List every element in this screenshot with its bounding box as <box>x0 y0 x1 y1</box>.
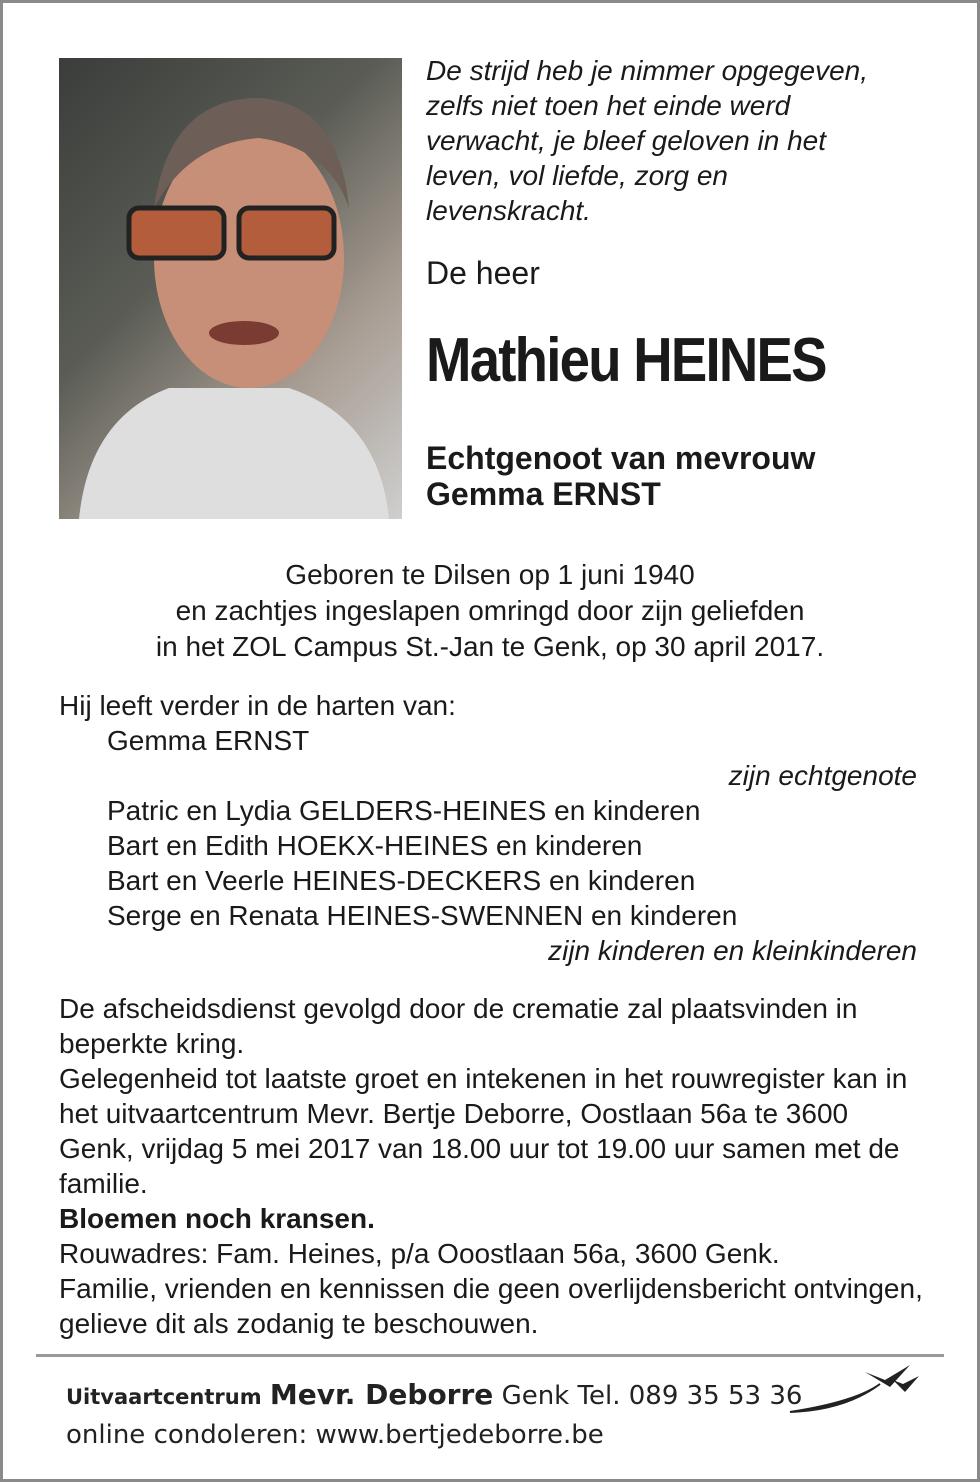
survivor-child: Patric en Lydia GELDERS-HEINES en kinderen <box>107 795 701 826</box>
funeral-company: Mevr. Deborre <box>269 1378 494 1411</box>
children-role: zijn kinderen en kleinkinderen <box>548 935 917 966</box>
footer <box>66 1376 802 1454</box>
flowers-note: Bloemen noch kransen. <box>59 1203 375 1234</box>
portrait-photo <box>59 58 402 519</box>
bird-logo-icon <box>785 1362 925 1417</box>
mourning-address: Rouwadres: Fam. Heines, p/a Ooostlaan 56a, 3600 Genk. <box>59 1238 780 1269</box>
poem-line: De strijd heb je nimmer opgegeven, <box>426 55 869 86</box>
survivors-intro: Hij leeft verder in de harten van: <box>59 690 456 721</box>
poem-line: leven, vol liefde, zorg en <box>426 160 728 191</box>
footer-phone: Tel. 089 35 53 36 <box>577 1381 803 1411</box>
poem-line: verwacht, je bleef geloven in het <box>426 125 827 156</box>
poem-line: zelfs niet toen het einde werd <box>426 90 791 121</box>
survivor-child: Serge en Renata HEINES-SWENNEN en kinderen <box>107 900 738 931</box>
divider <box>36 1354 944 1357</box>
spouse-role: zijn echtgenote <box>728 760 917 791</box>
footer-label: Uitvaartcentrum <box>66 1385 262 1409</box>
born-line: Geboren te Dilsen op 1 juni 1940 <box>285 559 695 590</box>
poem-line: levenskracht. <box>426 195 591 226</box>
poem <box>426 53 946 228</box>
survivor-child: Bart en Veerle HEINES-DECKERS en kinderen <box>107 865 696 896</box>
birth-death-info <box>0 557 980 665</box>
born-line: in het ZOL Campus St.-Jan te Genk, op 30 april 2017. <box>155 631 825 662</box>
service-info: De afscheidsdienst gevolgd door de crematie zal plaatsvinden in beperkte kring. <box>59 993 858 1059</box>
body-text <box>59 688 929 1341</box>
spouse-line: Echtgenoot van mevrouw <box>426 440 816 476</box>
notice: Familie, vrienden en kennissen die geen overlijdensbericht ontvingen, gelieve dit als zodanig te beschouwen. <box>59 1273 923 1339</box>
online-condolence-link[interactable]: online condoleren: www.bertjedeborre.be <box>66 1420 604 1450</box>
visit-info: Gelegenheid tot laatste groet en intekenen in het rouwregister kan in het uitvaartcentrum Mevr. Bertje Deborre, Oostlaan 56a te 3600 Genk, vrijdag 5 mei 2017 van 18.00 uur tot 19.00 uur samen met de familie. <box>59 1063 908 1199</box>
honorific: De heer <box>426 255 540 291</box>
deceased-name: Mathieu HEINES <box>426 326 826 395</box>
spouse-heading <box>426 440 815 512</box>
born-line: en zachtjes ingeslapen omringd door zijn geliefden <box>175 595 805 626</box>
footer-city: Genk <box>501 1381 570 1411</box>
survivor-spouse: Gemma ERNST <box>107 725 310 756</box>
survivor-child: Bart en Edith HOEKX-HEINES en kinderen <box>107 830 643 861</box>
spouse-line: Gemma ERNST <box>426 476 661 512</box>
